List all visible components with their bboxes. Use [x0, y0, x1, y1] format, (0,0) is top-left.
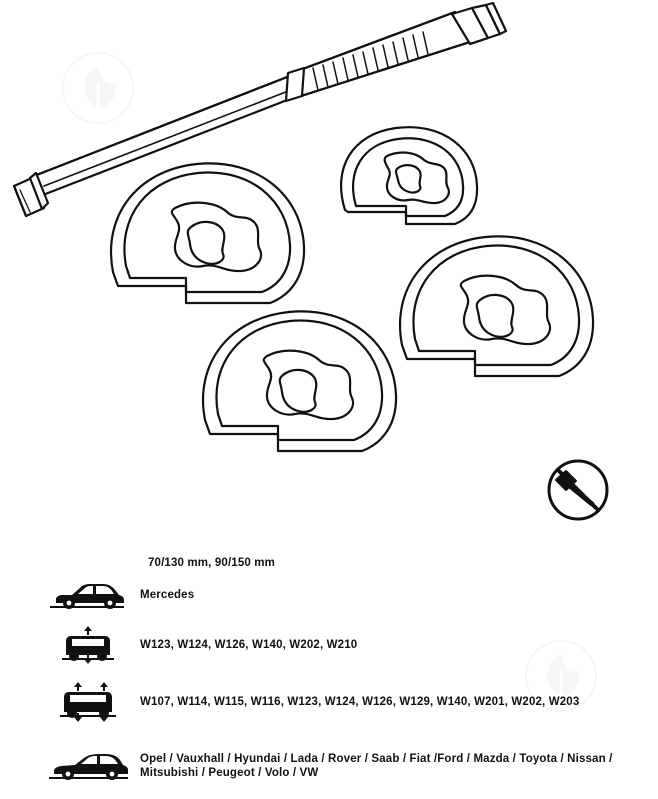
compat-text: Mercedes — [140, 588, 195, 601]
compat-row-other-brands — [0, 740, 658, 792]
no-hammer-prohibition-icon — [549, 461, 607, 519]
dimensions-label: 70/130 mm, 90/150 mm — [148, 557, 276, 569]
brake-adapter-disc — [400, 236, 593, 376]
compat-row-w-series-2 — [0, 678, 658, 726]
car-sedan-side-icon — [0, 578, 140, 612]
brake-adapter-disc — [111, 163, 304, 303]
compat-text: W107, W114, W115, W116, W123, W124, W126, W129, W140, W201, W202, W203 — [140, 695, 580, 708]
compat-row-w-series-1 — [0, 623, 658, 667]
car-rear-arrows-icon — [0, 625, 140, 665]
compat-text: W123, W124, W126, W140, W202, W210 — [140, 638, 358, 651]
car-coupe-side-icon — [0, 749, 140, 783]
car-rear-wide-arrows-icon — [0, 680, 140, 724]
compat-text: Opel / Vauxhall / Hyundai / Lada / Rover / Saab / Fiat /Ford / Mazda / Toyota / Nissan / Mitsubishi / Peugeot / Volo / VW — [140, 752, 613, 779]
vehicle-compatibility-list — [0, 545, 658, 799]
compat-row-mercedes — [0, 573, 658, 617]
brake-adapter-disc — [341, 127, 477, 224]
brake-adapter-disc — [203, 311, 396, 451]
